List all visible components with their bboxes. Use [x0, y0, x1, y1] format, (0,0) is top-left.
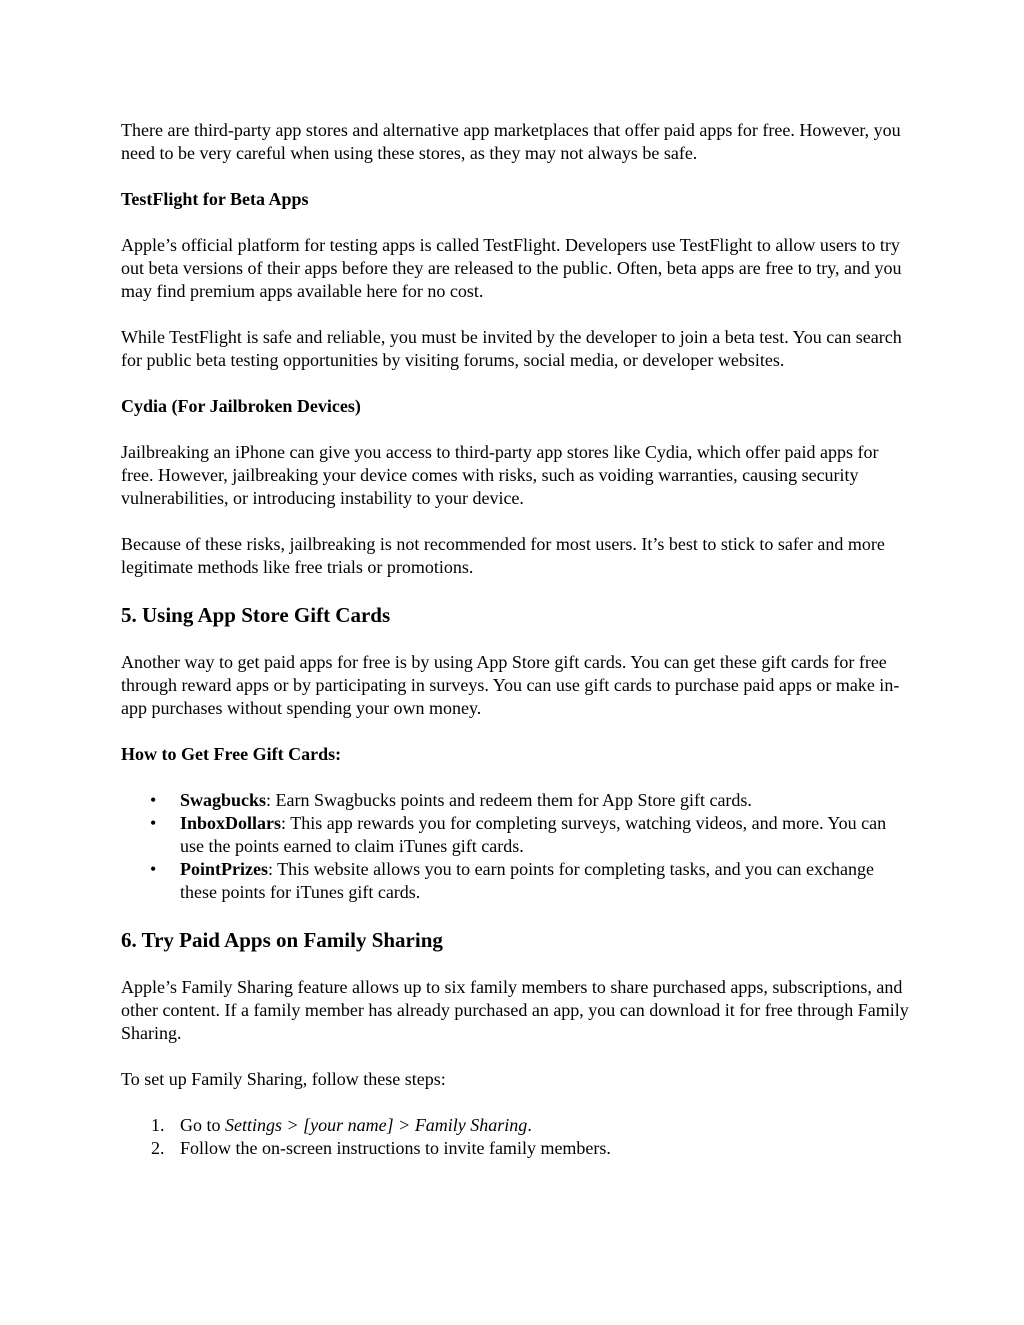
step-number: 1.	[151, 1115, 165, 1135]
list-item-pointprizes	[121, 858, 911, 904]
testflight-heading: TestFlight for Beta Apps	[121, 189, 309, 209]
bullet-icon: •	[150, 790, 157, 810]
list-item-name: PointPrizes	[180, 859, 268, 879]
list-item-text: : This app rewards you for completing surveys, watching videos, and more. You can use the points earned to claim iTunes gift cards.	[180, 813, 887, 856]
step-item	[121, 1137, 911, 1160]
step-item	[121, 1114, 911, 1137]
settings-path-your-name: [your name]	[303, 1115, 394, 1135]
cydia-heading: Cydia (For Jailbroken Devices)	[121, 396, 361, 416]
list-item-name: InboxDollars	[180, 813, 282, 833]
paragraph-third-party-stores: There are third-party app stores and alternative app marketplaces that offer paid apps for free. However, you need to be very careful when using these stores, as they may not always be safe.	[121, 120, 901, 163]
paragraph-jailbreak-risks: Because of these risks, jailbreaking is not recommended for most users. It’s best to stick to safer and more legitimate methods like free trials or promotions.	[121, 534, 885, 577]
list-item-swagbucks	[121, 789, 911, 812]
step-suffix: .	[527, 1115, 532, 1135]
paragraph-testflight-invite: While TestFlight is safe and reliable, you must be invited by the developer to join a beta test. You can search for public beta testing opportunities by visiting forums, social media, or developer websites.	[121, 327, 902, 370]
settings-path-separator: >	[282, 1115, 304, 1135]
paragraph-jailbreak-intro: Jailbreaking an iPhone can give you access to third-party app stores like Cydia, which offer paid apps for free. However, jailbreaking your device comes with risks, such as voiding warranties, causing security vulnerabilities, or introducing instability to your device.	[121, 442, 879, 508]
gift-cards-subheading: How to Get Free Gift Cards:	[121, 744, 342, 764]
section-6-title: 6. Try Paid Apps on Family Sharing	[121, 928, 443, 952]
list-item-text: : Earn Swagbucks points and redeem them for App Store gift cards.	[266, 790, 752, 810]
bullet-icon: •	[150, 859, 157, 879]
section-5-intro: Another way to get paid apps for free is by using App Store gift cards. You can get these gift cards for free through reward apps or by participating in surveys. You can use gift cards to purchase paid apps or make in-app purchases without spending your own money.	[121, 652, 900, 718]
step-number: 2.	[151, 1138, 165, 1158]
section-6-intro: Apple’s Family Sharing feature allows up to six family members to share purchased apps, subscriptions, and other content. If a family member has already purchased an app, you can download it for free through Family Sharing.	[121, 977, 909, 1043]
section-5-title: 5. Using App Store Gift Cards	[121, 603, 391, 627]
bullet-icon: •	[150, 813, 157, 833]
step-prefix: Go to	[180, 1115, 225, 1135]
list-item-text: : This website allows you to earn points for completing tasks, and you can exchange these points for iTunes gift cards.	[180, 859, 875, 902]
gift-card-list	[121, 789, 911, 904]
settings-path-family-sharing: Family Sharing	[414, 1115, 528, 1135]
list-item-name: Swagbucks	[180, 790, 267, 810]
section-6-steps-intro: To set up Family Sharing, follow these steps:	[121, 1069, 446, 1089]
settings-path-separator: >	[393, 1115, 415, 1135]
step-text: Follow the on-screen instructions to invite family members.	[180, 1138, 611, 1158]
document-page	[121, 119, 911, 1183]
paragraph-testflight-intro: Apple’s official platform for testing apps is called TestFlight. Developers use TestFlight to allow users to try out beta versions of their apps before they are released to the public. Often, beta apps are free to try, and you may find premium apps available here for no cost.	[121, 235, 902, 301]
family-sharing-steps	[121, 1114, 911, 1160]
settings-path-settings: Settings	[225, 1115, 282, 1135]
list-item-inboxdollars	[121, 812, 911, 858]
